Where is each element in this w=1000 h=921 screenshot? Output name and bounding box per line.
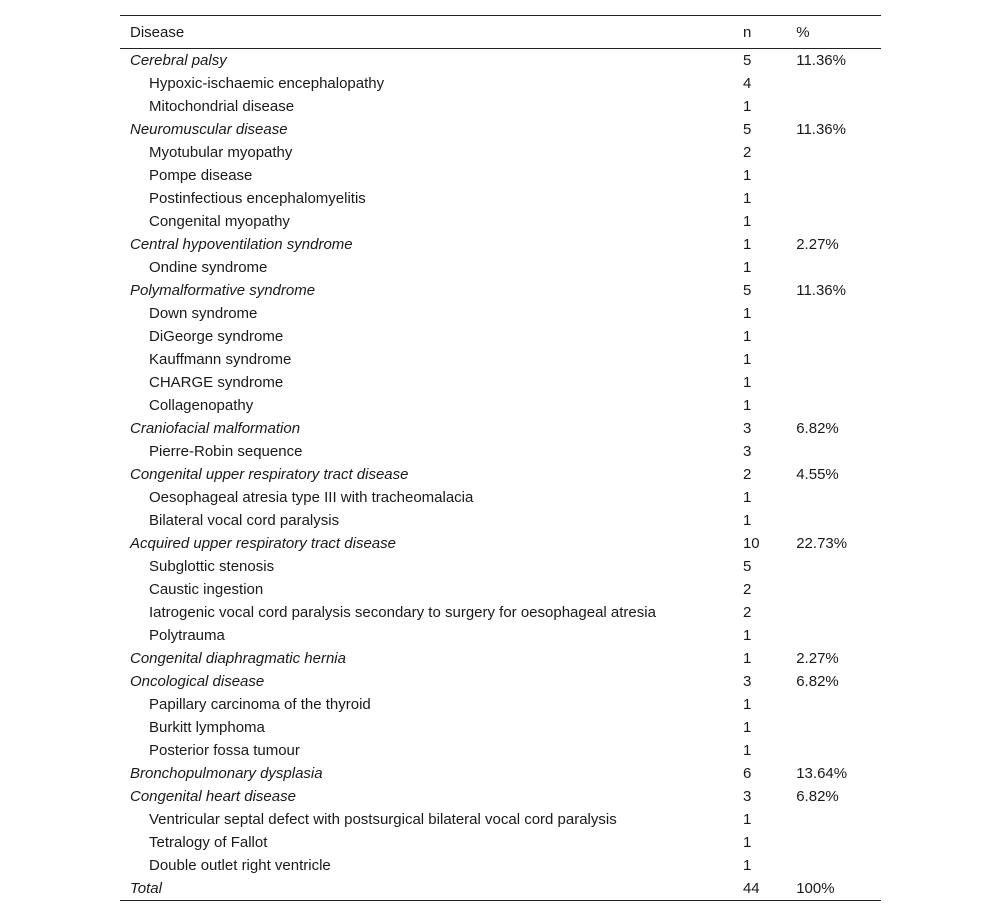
count-cell: 5 [742, 121, 752, 138]
disease-cell: Ondine syndrome [149, 259, 268, 276]
percent-cell [796, 578, 881, 601]
count-cell: 2 [742, 604, 752, 621]
table-row [120, 348, 881, 371]
disease-table [120, 15, 881, 901]
count-cell: 1 [742, 374, 752, 391]
count-cell: 5 [742, 282, 752, 299]
percent-cell [796, 302, 881, 325]
header-disease: Disease [120, 16, 743, 49]
count-cell: 1 [742, 512, 752, 529]
count-cell: 1 [742, 98, 752, 115]
count-cell: 2 [742, 144, 752, 161]
percent-cell [796, 210, 881, 233]
header-row [120, 16, 881, 49]
count-cell: 5 [742, 52, 752, 69]
table-header [120, 16, 881, 49]
table-row [120, 854, 881, 877]
table-row [120, 256, 881, 279]
disease-cell: Congenital heart disease [130, 788, 296, 805]
percent-cell: 13.64% [796, 765, 848, 782]
table-row [120, 187, 881, 210]
table-row [120, 325, 881, 348]
disease-cell: Down syndrome [149, 305, 258, 322]
disease-cell: Oesophageal atresia type III with tracheomalacia [149, 489, 474, 506]
disease-cell: Postinfectious encephalomyelitis [149, 190, 366, 207]
percent-cell: 11.36% [796, 121, 846, 138]
count-cell: 1 [742, 167, 752, 184]
percent-cell: 100% [796, 877, 881, 901]
percent-cell [796, 187, 881, 210]
disease-cell: Subglottic stenosis [149, 558, 275, 575]
category-row [120, 279, 881, 302]
disease-cell: CHARGE syndrome [149, 374, 284, 391]
percent-cell [796, 95, 881, 118]
count-cell: 1 [742, 236, 752, 253]
table-row [120, 486, 881, 509]
percent-cell [796, 808, 881, 831]
percent-cell [796, 440, 881, 463]
disease-cell: Pompe disease [149, 167, 253, 184]
percent-cell [796, 486, 881, 509]
percent-cell: 2.27% [796, 236, 839, 253]
table-row [120, 601, 881, 624]
disease-cell: Polytrauma [149, 627, 225, 644]
category-row [120, 532, 881, 555]
count-cell: 1 [742, 719, 752, 736]
category-row [120, 417, 881, 440]
category-row [120, 670, 881, 693]
table-row [120, 739, 881, 762]
table-row [120, 624, 881, 647]
table-row [120, 808, 881, 831]
table-row [120, 371, 881, 394]
count-cell: 4 [742, 75, 752, 92]
percent-cell [796, 325, 881, 348]
disease-cell: Oncological disease [130, 673, 265, 690]
header-percent: % [796, 16, 881, 49]
category-row [120, 118, 881, 141]
count-cell: 3 [742, 673, 752, 690]
table-row [120, 693, 881, 716]
disease-cell: Mitochondrial disease [149, 98, 295, 115]
table-row [120, 716, 881, 739]
count-cell: 3 [742, 443, 752, 460]
category-row [120, 49, 881, 73]
percent-cell [796, 348, 881, 371]
percent-cell [796, 739, 881, 762]
category-row [120, 762, 881, 785]
count-cell: 2 [742, 466, 752, 483]
disease-cell: Hypoxic-ischaemic encephalopathy [149, 75, 385, 92]
count-cell: 1 [742, 811, 752, 828]
percent-cell [796, 256, 881, 279]
percent-cell [796, 141, 881, 164]
disease-cell: Congenital diaphragmatic hernia [130, 650, 346, 667]
disease-cell: Pierre-Robin sequence [149, 443, 303, 460]
count-cell: 3 [742, 788, 752, 805]
disease-cell: Collagenopathy [149, 397, 254, 414]
table-row [120, 141, 881, 164]
count-cell: 1 [742, 397, 752, 414]
disease-cell: Bronchopulmonary dysplasia [130, 765, 323, 782]
disease-table-container [120, 15, 881, 901]
disease-cell: Double outlet right ventricle [149, 857, 331, 874]
count-cell: 1 [742, 305, 752, 322]
percent-cell: 6.82% [796, 788, 839, 805]
table-body [120, 49, 881, 901]
disease-cell: Polymalformative syndrome [130, 282, 316, 299]
count-cell: 1 [742, 489, 752, 506]
table-row [120, 394, 881, 417]
percent-cell [796, 601, 881, 624]
disease-cell: Burkitt lymphoma [149, 719, 265, 736]
table-row [120, 164, 881, 187]
disease-cell: Bilateral vocal cord paralysis [149, 512, 340, 529]
percent-cell: 11.36% [796, 282, 846, 299]
table-row [120, 578, 881, 601]
disease-cell: Congenital myopathy [149, 213, 290, 230]
disease-cell: Posterior fossa tumour [149, 742, 300, 759]
count-cell: 1 [742, 834, 752, 851]
percent-cell [796, 624, 881, 647]
disease-cell: Cerebral palsy [130, 52, 227, 69]
count-cell: 1 [742, 696, 752, 713]
count-cell: 3 [742, 420, 752, 437]
count-cell: 1 [742, 857, 752, 874]
disease-cell: Acquired upper respiratory tract disease [130, 535, 396, 552]
disease-cell: Neuromuscular disease [130, 121, 288, 138]
percent-cell: 2.27% [796, 650, 839, 667]
category-row [120, 785, 881, 808]
count-cell: 1 [742, 742, 752, 759]
table-row [120, 302, 881, 325]
table-row [120, 95, 881, 118]
category-row [120, 647, 881, 670]
percent-cell [796, 693, 881, 716]
disease-cell: Congenital upper respiratory tract disease [130, 466, 409, 483]
category-row [120, 463, 881, 486]
table-row [120, 72, 881, 95]
percent-cell [796, 509, 881, 532]
category-row [120, 233, 881, 256]
disease-cell: Craniofacial malformation [130, 420, 301, 437]
count-cell: 44 [743, 877, 796, 901]
count-cell: 6 [742, 765, 752, 782]
percent-cell [796, 72, 881, 95]
disease-cell: DiGeorge syndrome [149, 328, 284, 345]
percent-cell [796, 394, 881, 417]
percent-cell [796, 164, 881, 187]
count-cell: 1 [742, 351, 752, 368]
percent-cell: 6.82% [796, 420, 839, 437]
percent-cell [796, 716, 881, 739]
disease-cell: Central hypoventilation syndrome [130, 236, 353, 253]
percent-cell [796, 371, 881, 394]
percent-cell [796, 854, 881, 877]
count-cell: 1 [742, 328, 752, 345]
disease-cell: Tetralogy of Fallot [149, 834, 268, 851]
count-cell: 10 [742, 535, 760, 552]
disease-cell: Caustic ingestion [149, 581, 264, 598]
percent-cell: 6.82% [796, 673, 839, 690]
disease-cell: Kauffmann syndrome [149, 351, 292, 368]
disease-cell: Papillary carcinoma of the thyroid [149, 696, 371, 713]
disease-cell: Ventricular septal defect with postsurgical bilateral vocal cord paralysis [149, 811, 617, 828]
table-row [120, 555, 881, 578]
table-row [120, 831, 881, 854]
table-row [120, 210, 881, 233]
count-cell: 5 [742, 558, 752, 575]
percent-cell [796, 555, 881, 578]
disease-cell: Total [120, 877, 743, 901]
count-cell: 1 [742, 627, 752, 644]
percent-cell: 11.36% [796, 52, 846, 69]
percent-cell: 22.73% [796, 535, 848, 552]
table-row [120, 440, 881, 463]
disease-cell: Iatrogenic vocal cord paralysis secondary to surgery for oesophageal atresia [149, 604, 656, 621]
percent-cell [796, 831, 881, 854]
total-row [120, 877, 881, 901]
disease-cell: Myotubular myopathy [149, 144, 293, 161]
percent-cell: 4.55% [796, 466, 839, 483]
count-cell: 1 [742, 259, 752, 276]
count-cell: 1 [742, 213, 752, 230]
header-n: n [743, 16, 796, 49]
count-cell: 2 [742, 581, 752, 598]
count-cell: 1 [742, 190, 752, 207]
table-row [120, 509, 881, 532]
count-cell: 1 [742, 650, 752, 667]
